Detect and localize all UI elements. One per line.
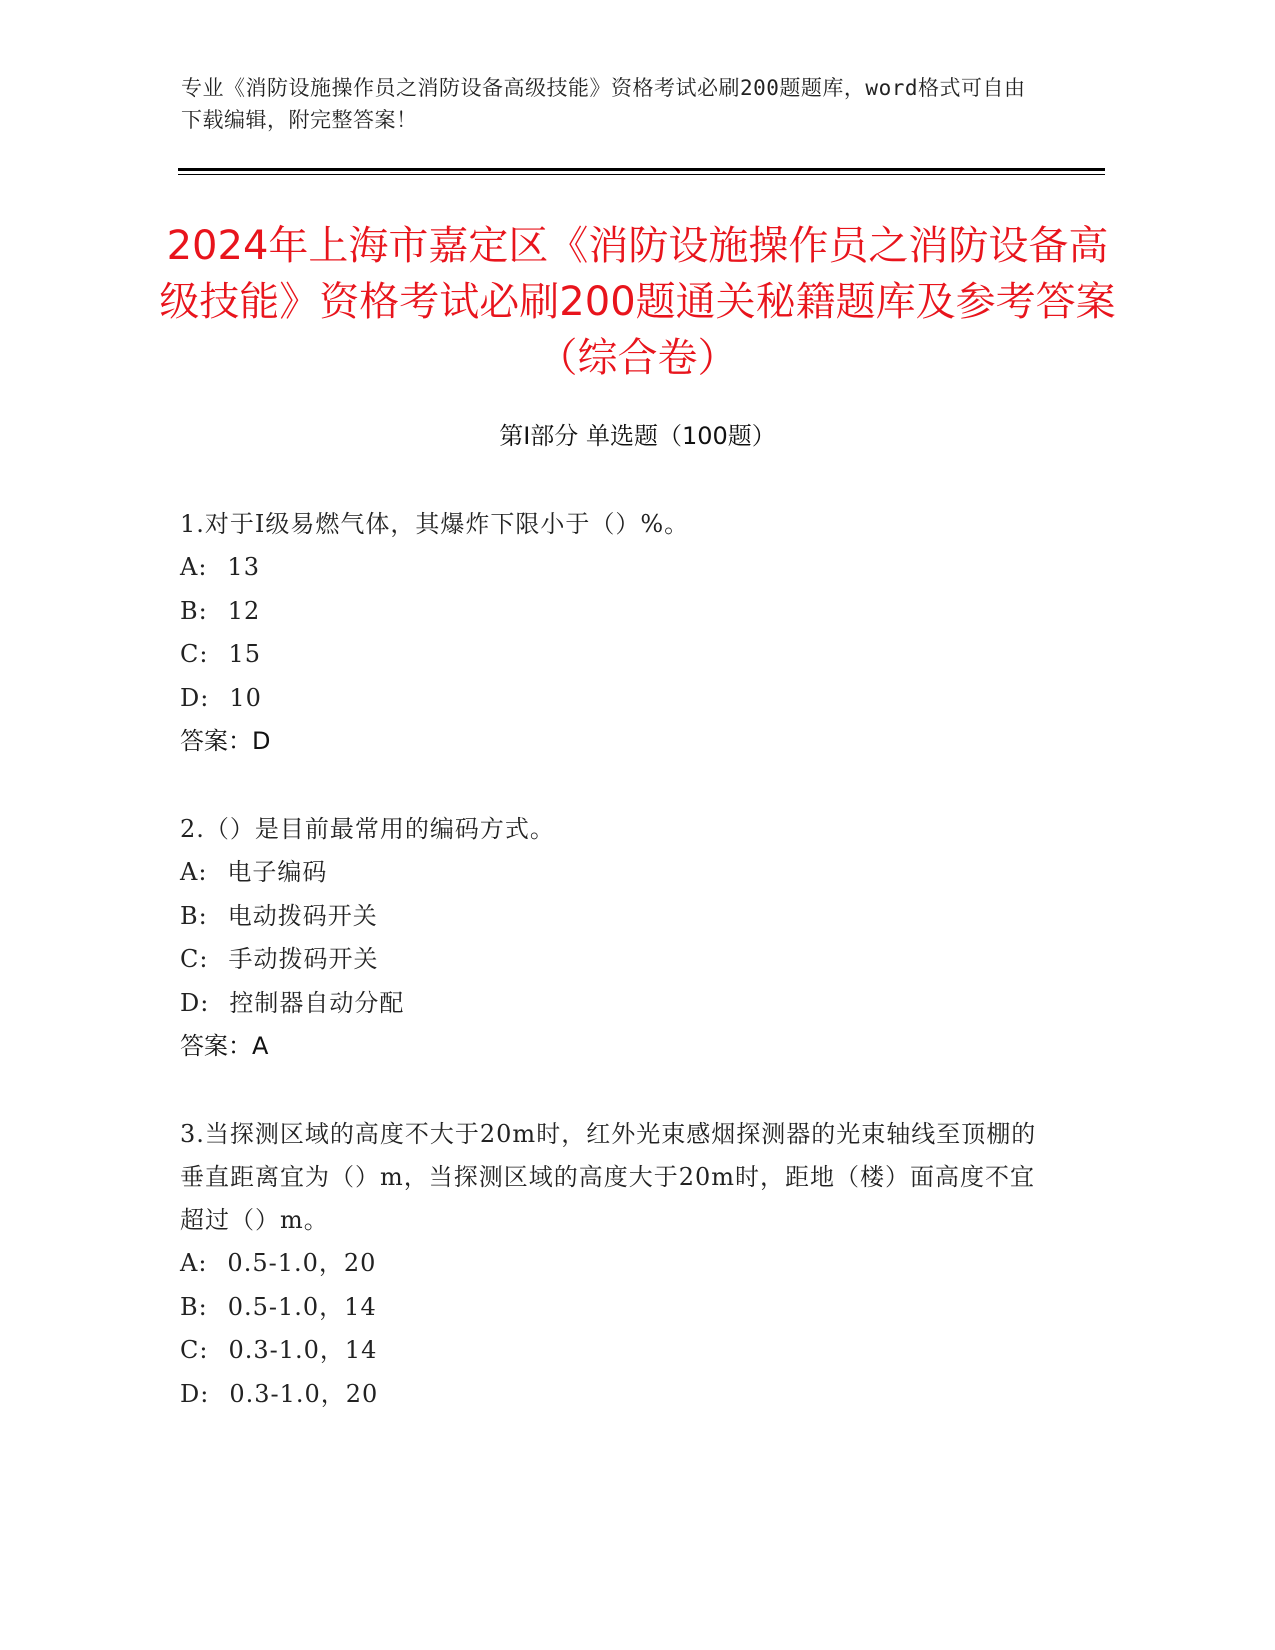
answer-line: 答案：A bbox=[180, 1032, 269, 1060]
question-3 bbox=[180, 1113, 1040, 1416]
question-stem: 2.（）是目前最常用的编码方式。 bbox=[180, 815, 555, 843]
option-key: D: bbox=[180, 683, 210, 712]
question-stem: 1.对于Ⅰ级易燃气体，其爆炸下限小于（）%。 bbox=[180, 510, 690, 538]
option-b bbox=[180, 590, 1040, 634]
option-key: C: bbox=[180, 1336, 209, 1364]
option-key: C: bbox=[180, 640, 209, 668]
option-c bbox=[180, 1329, 1040, 1373]
option-text: 电动拨码开关 bbox=[227, 901, 378, 930]
option-b bbox=[180, 1286, 1040, 1330]
header-rule-thin bbox=[178, 174, 1105, 175]
option-text: 手动拨码开关 bbox=[228, 945, 379, 973]
option-text: 0.5-1.0，20 bbox=[227, 1249, 377, 1277]
option-key: B: bbox=[180, 1292, 208, 1321]
answer-line: 答案：D bbox=[180, 727, 271, 755]
document-title: 2024年上海市嘉定区《消防设施操作员之消防设备高级技能》资格考试必刷200题通关秘籍题库及参考答案（综合卷） bbox=[159, 223, 1116, 381]
header-note: 专业《消防设施操作员之消防设备高级技能》资格考试必刷200题题库，word格式可自由下载编辑，附完整答案！ bbox=[181, 76, 1026, 132]
option-text: 控制器自动分配 bbox=[229, 988, 405, 1017]
header-rule-thick bbox=[178, 168, 1105, 171]
option-text: 10 bbox=[229, 683, 262, 712]
option-d bbox=[180, 1373, 1040, 1417]
option-text: 0.3-1.0，20 bbox=[229, 1379, 379, 1408]
option-a bbox=[180, 546, 1040, 590]
option-c bbox=[180, 938, 1040, 982]
question-1 bbox=[180, 503, 1040, 764]
option-d bbox=[180, 677, 1040, 721]
option-key: B: bbox=[180, 596, 208, 625]
option-text: 12 bbox=[227, 596, 261, 625]
option-d bbox=[180, 982, 1040, 1026]
option-b bbox=[180, 895, 1040, 939]
option-key: D: bbox=[180, 988, 210, 1017]
option-text: 0.5-1.0，14 bbox=[227, 1292, 377, 1321]
option-text: 15 bbox=[228, 640, 261, 668]
option-text: 0.3-1.0，14 bbox=[228, 1336, 378, 1364]
option-key: B: bbox=[180, 901, 208, 930]
section-heading: 第I部分 单选题（100题） bbox=[499, 422, 776, 450]
option-text: 13 bbox=[227, 553, 260, 581]
option-text: 电子编码 bbox=[227, 858, 328, 886]
question-2 bbox=[180, 808, 1040, 1069]
option-key: C: bbox=[180, 945, 209, 973]
option-c bbox=[180, 633, 1040, 677]
option-a bbox=[180, 851, 1040, 895]
question-stem: 3.当探测区域的高度不大于20m时，红外光束感烟探测器的光束轴线至顶棚的垂直距离宜为（）m，当探测区域的高度大于20m时，距地（楼）面高度不宜超过（）m。 bbox=[180, 1120, 1037, 1234]
option-key: D: bbox=[180, 1379, 210, 1408]
option-key: A: bbox=[180, 553, 208, 581]
option-key: A: bbox=[180, 1249, 208, 1277]
option-a bbox=[180, 1242, 1040, 1286]
option-key: A: bbox=[180, 858, 208, 886]
